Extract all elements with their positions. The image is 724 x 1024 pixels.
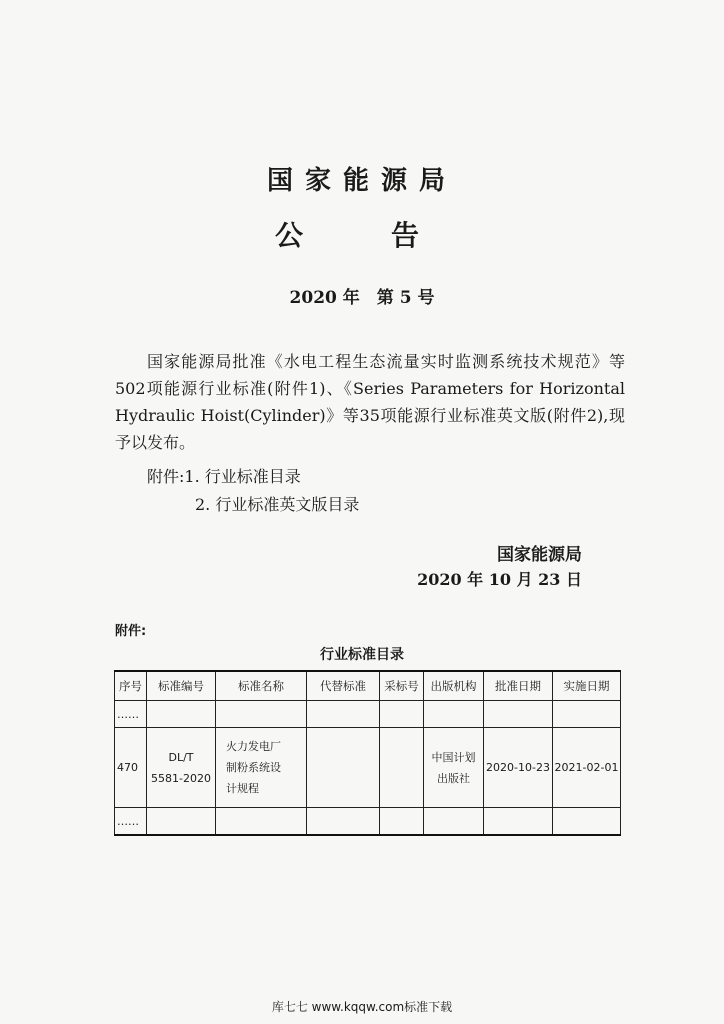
cell-code-line2: 5581-2020 (151, 771, 211, 785)
header-effective-date: 实施日期 (553, 671, 621, 701)
ellipsis-cell: …… (115, 808, 147, 836)
cell-effective-date: 2021-02-01 (553, 728, 621, 808)
header-code: 标准编号 (147, 671, 216, 701)
cell-publisher-line1: 中国计划 (431, 750, 476, 764)
table-title: 行业标准目录 (320, 647, 404, 663)
appendix-label: 附件: (115, 624, 147, 639)
header-publisher: 出版机构 (424, 671, 484, 701)
attachment-list (147, 463, 359, 519)
cell-name-line2: 制粉系统设 (226, 761, 281, 774)
cell-name-line1: 火力发电厂 (226, 740, 281, 753)
signature-date: 2020 年 10 月 23 日 (417, 570, 582, 589)
header-seq: 序号 (115, 671, 147, 701)
cell-adopted (380, 728, 424, 808)
standards-table (114, 670, 621, 836)
issue-number: 2020 年 第 5 号 (289, 288, 435, 308)
table-row-ellipsis-top (115, 701, 621, 728)
announcement-body: 国家能源局批准《水电工程生态流量实时监测系统技术规范》等502项能源行业标准(附件1)、《Series Parameters for Horizontal Hydraulic Hoist(Cylinder)》等35项能源行业标准英文版(附件2),现予以发布。 (115, 352, 625, 452)
table-row (115, 728, 621, 808)
table-row-ellipsis-bottom (115, 808, 621, 836)
cell-name-line3: 计规程 (226, 782, 259, 795)
header-approve-date: 批准日期 (484, 671, 553, 701)
cell-seq: 470 (115, 728, 147, 808)
cell-code (147, 728, 216, 808)
signature-org: 国家能源局 (497, 545, 582, 565)
header-adopted: 采标号 (380, 671, 424, 701)
attachment-item-2: 2. 行业标准英文版目录 (195, 495, 360, 514)
issuing-org-title: 国家能源局 (266, 166, 457, 196)
cell-code-line1: DL/T (168, 750, 194, 764)
header-replaces: 代替标准 (307, 671, 380, 701)
announcement-title: 公 告 (274, 219, 449, 252)
table-header-row (115, 671, 621, 701)
cell-publisher-line2: 出版社 (437, 771, 470, 785)
header-name: 标准名称 (216, 671, 307, 701)
attachment-item-1: 附件:1. 行业标准目录 (147, 467, 301, 486)
footer-watermark-text: 库七七 www.kqqw.com标准下载 (271, 1000, 453, 1014)
cell-name (216, 728, 307, 808)
cell-approve-date: 2020-10-23 (484, 728, 553, 808)
ellipsis-cell: …… (115, 701, 147, 728)
cell-replaces (307, 728, 380, 808)
cell-publisher (424, 728, 484, 808)
